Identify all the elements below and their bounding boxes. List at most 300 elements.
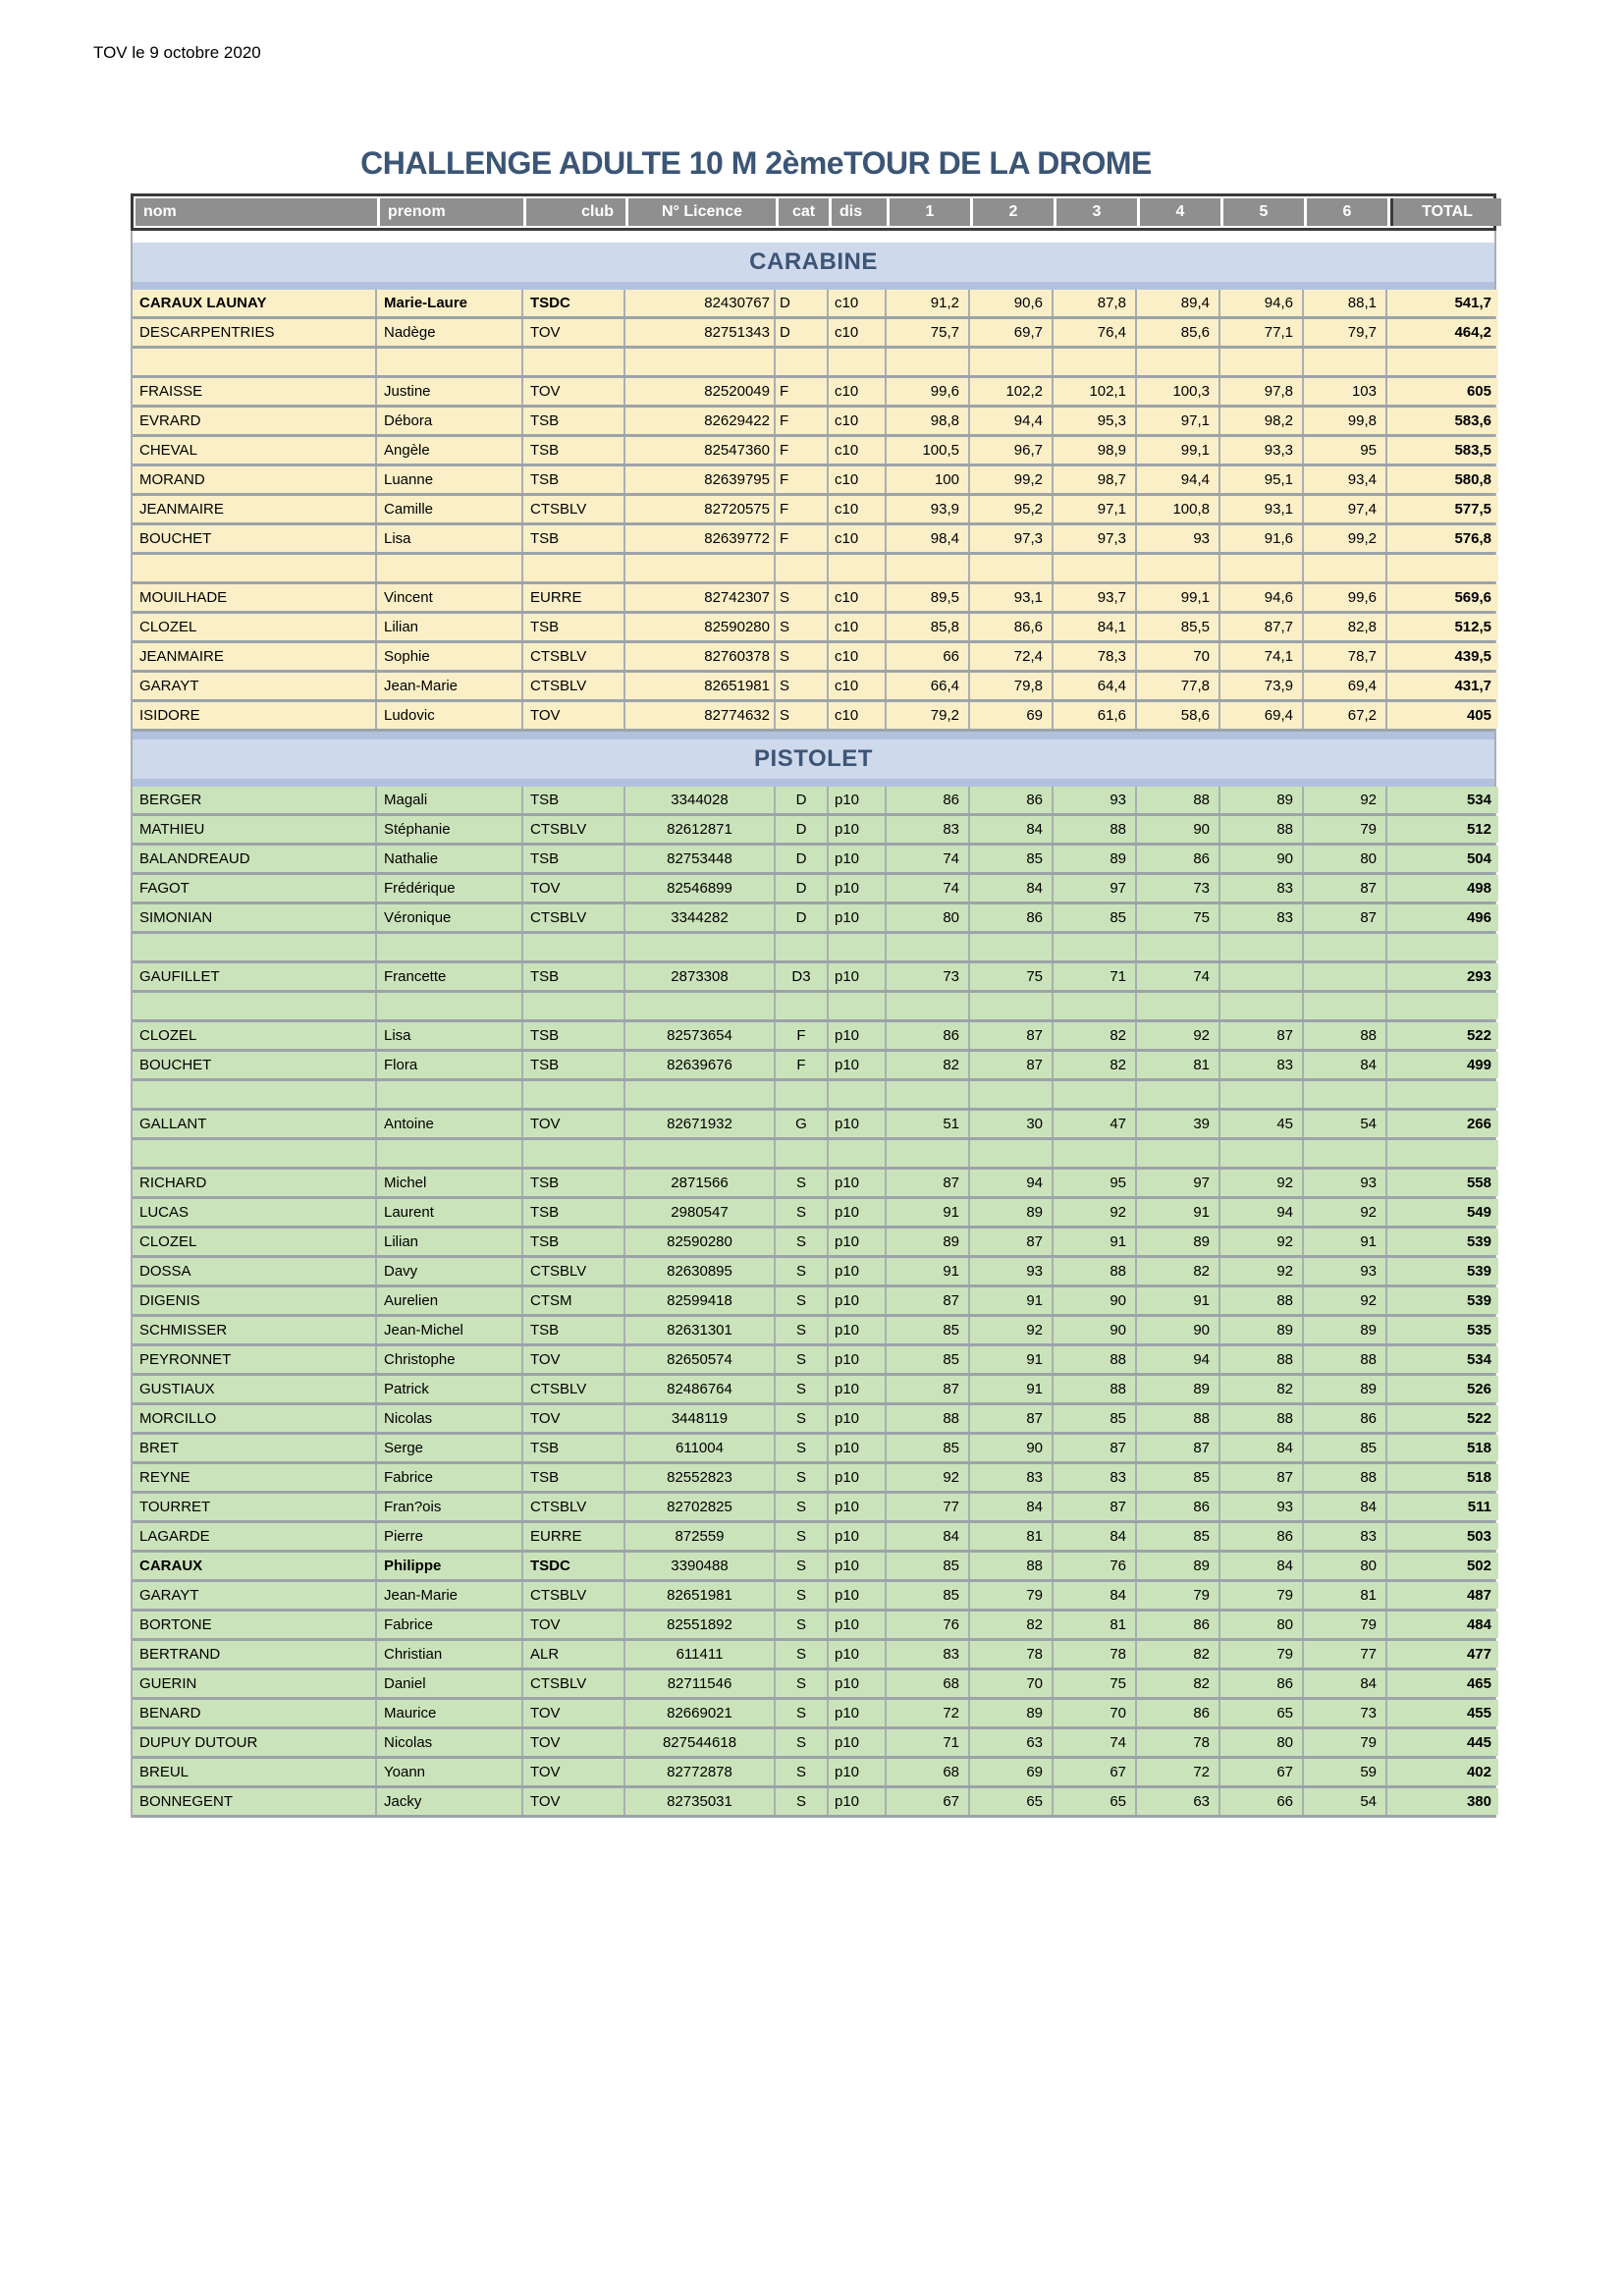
- cell-cat: F: [776, 1022, 829, 1049]
- cell-total: 484: [1387, 1612, 1498, 1638]
- cell-cat: S: [776, 1258, 829, 1285]
- cell-nom: [133, 934, 377, 960]
- cell-s1: 98,8: [887, 408, 970, 434]
- cell-s5: 94: [1220, 1199, 1304, 1226]
- cell-licence: [625, 993, 776, 1019]
- cell-s4: 89: [1137, 1553, 1220, 1579]
- cell-licence: 82751343: [625, 319, 776, 346]
- cell-s4: 89,4: [1137, 290, 1220, 316]
- cell-licence: 82631301: [625, 1317, 776, 1343]
- cell-club: CTSBLV: [523, 1494, 625, 1520]
- cell-s1: 80: [887, 904, 970, 931]
- cell-nom: MATHIEU: [133, 816, 377, 843]
- cell-s1: 86: [887, 787, 970, 813]
- cell-total: 477: [1387, 1641, 1498, 1667]
- table-header-row: [131, 193, 1496, 231]
- cell-s5: 89: [1220, 1317, 1304, 1343]
- cell-s4: [1137, 1081, 1220, 1108]
- cell-s1: 92: [887, 1464, 970, 1491]
- cell-cat: S: [776, 1170, 829, 1196]
- table-row: [133, 1523, 1494, 1553]
- cell-s6: 84: [1304, 1052, 1387, 1078]
- cell-s6: 84: [1304, 1670, 1387, 1697]
- cell-licence: [625, 555, 776, 581]
- cell-dis: [829, 1140, 887, 1167]
- cell-s4: 81: [1137, 1052, 1220, 1078]
- cell-total: 503: [1387, 1523, 1498, 1550]
- cell-s2: 84: [970, 816, 1054, 843]
- cell-s6: 88: [1304, 1464, 1387, 1491]
- cell-licence: 82590280: [625, 1229, 776, 1255]
- cell-s5: 94,6: [1220, 290, 1304, 316]
- cell-s6: 95: [1304, 437, 1387, 464]
- cell-s5: 92: [1220, 1170, 1304, 1196]
- cell-s4: 85,6: [1137, 319, 1220, 346]
- cell-licence: 827544618: [625, 1729, 776, 1756]
- cell-s6: 99,6: [1304, 584, 1387, 611]
- cell-s4: 100,3: [1137, 378, 1220, 405]
- cell-s6: [1304, 963, 1387, 990]
- cell-s1: 75,7: [887, 319, 970, 346]
- table-row: [133, 1052, 1494, 1081]
- cell-s1: [887, 555, 970, 581]
- cell-s2: 79: [970, 1582, 1054, 1609]
- date-note: TOV le 9 octobre 2020: [93, 43, 261, 62]
- table-row: [133, 1464, 1494, 1494]
- cell-cat: [776, 993, 829, 1019]
- column-header-total: TOTAL: [1390, 198, 1501, 226]
- cell-s2: 72,4: [970, 643, 1054, 670]
- cell-nom: BOUCHET: [133, 1052, 377, 1078]
- cell-club: [523, 349, 625, 375]
- cell-prenom: Stéphanie: [377, 816, 523, 843]
- cell-prenom: Magali: [377, 787, 523, 813]
- cell-s4: 82: [1137, 1670, 1220, 1697]
- cell-nom: GARAYT: [133, 1582, 377, 1609]
- cell-s3: 88: [1054, 1376, 1137, 1402]
- cell-dis: p10: [829, 1346, 887, 1373]
- cell-prenom: [377, 934, 523, 960]
- cell-club: CTSBLV: [523, 496, 625, 522]
- cell-s5: 79: [1220, 1582, 1304, 1609]
- cell-s3: [1054, 349, 1137, 375]
- table-row: [133, 290, 1494, 319]
- section-divider: [133, 282, 1494, 290]
- cell-s6: [1304, 349, 1387, 375]
- cell-s5: 84: [1220, 1553, 1304, 1579]
- cell-licence: 611411: [625, 1641, 776, 1667]
- cell-total: 539: [1387, 1229, 1498, 1255]
- table-row-empty: [133, 1081, 1494, 1111]
- cell-s1: 83: [887, 1641, 970, 1667]
- cell-s4: 89: [1137, 1376, 1220, 1402]
- cell-total: [1387, 934, 1498, 960]
- cell-cat: F: [776, 496, 829, 522]
- cell-s3: 97,1: [1054, 496, 1137, 522]
- cell-s6: 93,4: [1304, 466, 1387, 493]
- cell-s4: 88: [1137, 1405, 1220, 1432]
- cell-s1: 98,4: [887, 525, 970, 552]
- cell-s4: 92: [1137, 1022, 1220, 1049]
- cell-s3: 84: [1054, 1582, 1137, 1609]
- cell-total: 431,7: [1387, 673, 1498, 699]
- cell-s4: 94: [1137, 1346, 1220, 1373]
- cell-s6: 99,2: [1304, 525, 1387, 552]
- cell-nom: [133, 555, 377, 581]
- cell-s4: 86: [1137, 1700, 1220, 1726]
- cell-licence: [625, 1140, 776, 1167]
- cell-dis: c10: [829, 290, 887, 316]
- cell-dis: p10: [829, 1229, 887, 1255]
- cell-nom: BERGER: [133, 787, 377, 813]
- cell-cat: F: [776, 1052, 829, 1078]
- cell-club: CTSBLV: [523, 904, 625, 931]
- cell-s2: 69,7: [970, 319, 1054, 346]
- cell-s5: [1220, 934, 1304, 960]
- cell-s6: [1304, 934, 1387, 960]
- cell-total: 526: [1387, 1376, 1498, 1402]
- cell-cat: F: [776, 466, 829, 493]
- cell-s2: 90,6: [970, 290, 1054, 316]
- cell-total: [1387, 1081, 1498, 1108]
- cell-s1: 83: [887, 816, 970, 843]
- cell-s2: 69: [970, 702, 1054, 729]
- cell-prenom: [377, 349, 523, 375]
- cell-s3: 81: [1054, 1612, 1137, 1638]
- cell-nom: GARAYT: [133, 673, 377, 699]
- cell-s2: [970, 349, 1054, 375]
- cell-total: 504: [1387, 846, 1498, 872]
- cell-club: TOV: [523, 875, 625, 902]
- cell-s4: 93: [1137, 525, 1220, 552]
- cell-cat: S: [776, 1759, 829, 1785]
- cell-prenom: Angèle: [377, 437, 523, 464]
- cell-prenom: Flora: [377, 1052, 523, 1078]
- column-header-licence: N° Licence: [628, 198, 779, 226]
- cell-dis: c10: [829, 525, 887, 552]
- cell-s5: 93,1: [1220, 496, 1304, 522]
- cell-s3: 88: [1054, 816, 1137, 843]
- cell-licence: 82720575: [625, 496, 776, 522]
- cell-nom: DUPUY DUTOUR: [133, 1729, 377, 1756]
- cell-s1: 72: [887, 1700, 970, 1726]
- cell-s3: 102,1: [1054, 378, 1137, 405]
- table-row-empty: [133, 349, 1494, 378]
- cell-nom: BONNEGENT: [133, 1788, 377, 1815]
- cell-dis: p10: [829, 963, 887, 990]
- cell-club: CTSBLV: [523, 1582, 625, 1609]
- cell-s1: [887, 934, 970, 960]
- cell-prenom: Daniel: [377, 1670, 523, 1697]
- cell-club: TSB: [523, 787, 625, 813]
- table-row: [133, 1199, 1494, 1229]
- cell-s6: 86: [1304, 1405, 1387, 1432]
- cell-dis: p10: [829, 1759, 887, 1785]
- cell-s5: 87,7: [1220, 614, 1304, 640]
- cell-club: TSB: [523, 963, 625, 990]
- cell-s3: 64,4: [1054, 673, 1137, 699]
- cell-s6: 80: [1304, 1553, 1387, 1579]
- cell-s3: [1054, 934, 1137, 960]
- cell-dis: [829, 934, 887, 960]
- cell-licence: 82669021: [625, 1700, 776, 1726]
- cell-s2: [970, 993, 1054, 1019]
- cell-total: 518: [1387, 1464, 1498, 1491]
- cell-total: 465: [1387, 1670, 1498, 1697]
- cell-nom: BERTRAND: [133, 1641, 377, 1667]
- cell-s6: [1304, 555, 1387, 581]
- cell-s6: 59: [1304, 1759, 1387, 1785]
- cell-s3: 85: [1054, 904, 1137, 931]
- cell-s3: 98,9: [1054, 437, 1137, 464]
- cell-s6: 92: [1304, 1287, 1387, 1314]
- cell-club: TSDC: [523, 290, 625, 316]
- cell-s3: 76: [1054, 1553, 1137, 1579]
- cell-nom: DESCARPENTRIES: [133, 319, 377, 346]
- cell-nom: JEANMAIRE: [133, 496, 377, 522]
- cell-nom: BENARD: [133, 1700, 377, 1726]
- cell-s5: 65: [1220, 1700, 1304, 1726]
- cell-club: TOV: [523, 1612, 625, 1638]
- cell-s1: 85: [887, 1346, 970, 1373]
- cell-s4: 91: [1137, 1287, 1220, 1314]
- cell-dis: p10: [829, 1317, 887, 1343]
- cell-cat: S: [776, 1523, 829, 1550]
- table-row: [133, 378, 1494, 408]
- cell-s4: 70: [1137, 643, 1220, 670]
- cell-s5: 90: [1220, 846, 1304, 872]
- cell-s6: 81: [1304, 1582, 1387, 1609]
- cell-s5: 92: [1220, 1258, 1304, 1285]
- cell-s6: 69,4: [1304, 673, 1387, 699]
- cell-cat: S: [776, 1553, 829, 1579]
- cell-club: TSB: [523, 614, 625, 640]
- cell-nom: BOUCHET: [133, 525, 377, 552]
- cell-s6: 103: [1304, 378, 1387, 405]
- cell-club: TSDC: [523, 1553, 625, 1579]
- cell-prenom: [377, 1081, 523, 1108]
- cell-dis: p10: [829, 904, 887, 931]
- table-row: [133, 408, 1494, 437]
- cell-licence: [625, 1081, 776, 1108]
- cell-s1: 87: [887, 1170, 970, 1196]
- cell-prenom: Aurelien: [377, 1287, 523, 1314]
- cell-dis: [829, 349, 887, 375]
- cell-nom: MORCILLO: [133, 1405, 377, 1432]
- cell-dis: c10: [829, 408, 887, 434]
- cell-s3: [1054, 1140, 1137, 1167]
- cell-cat: D3: [776, 963, 829, 990]
- cell-prenom: Justine: [377, 378, 523, 405]
- cell-prenom: Patrick: [377, 1376, 523, 1402]
- table-row: [133, 904, 1494, 934]
- cell-licence: 82599418: [625, 1287, 776, 1314]
- cell-dis: p10: [829, 1788, 887, 1815]
- cell-cat: F: [776, 378, 829, 405]
- cell-dis: p10: [829, 1612, 887, 1638]
- table-row: [133, 1229, 1494, 1258]
- cell-club: TSB: [523, 1199, 625, 1226]
- cell-s6: 79: [1304, 1729, 1387, 1756]
- cell-s1: 100,5: [887, 437, 970, 464]
- cell-club: TOV: [523, 1729, 625, 1756]
- cell-total: 522: [1387, 1022, 1498, 1049]
- cell-s3: 83: [1054, 1464, 1137, 1491]
- cell-club: TOV: [523, 378, 625, 405]
- cell-licence: 82573654: [625, 1022, 776, 1049]
- cell-s1: 85: [887, 1553, 970, 1579]
- cell-s3: 47: [1054, 1111, 1137, 1137]
- cell-cat: [776, 1081, 829, 1108]
- cell-cat: S: [776, 643, 829, 670]
- cell-s6: 88: [1304, 1346, 1387, 1373]
- cell-prenom: Lilian: [377, 1229, 523, 1255]
- cell-club: TOV: [523, 1346, 625, 1373]
- cell-s3: 87: [1054, 1494, 1137, 1520]
- cell-licence: 82711546: [625, 1670, 776, 1697]
- cell-s6: 89: [1304, 1317, 1387, 1343]
- cell-prenom: Nicolas: [377, 1405, 523, 1432]
- cell-prenom: Frédérique: [377, 875, 523, 902]
- cell-club: TSB: [523, 408, 625, 434]
- table-row: [133, 1759, 1494, 1788]
- table-row: [133, 466, 1494, 496]
- table-row: [133, 1111, 1494, 1140]
- cell-s1: 100: [887, 466, 970, 493]
- cell-club: TSB: [523, 437, 625, 464]
- cell-s1: 85: [887, 1435, 970, 1461]
- cell-nom: JEANMAIRE: [133, 643, 377, 670]
- cell-cat: F: [776, 408, 829, 434]
- cell-nom: LAGARDE: [133, 1523, 377, 1550]
- cell-s6: 80: [1304, 846, 1387, 872]
- cell-dis: c10: [829, 584, 887, 611]
- table-row: [133, 1346, 1494, 1376]
- cell-prenom: Maurice: [377, 1700, 523, 1726]
- cell-s2: [970, 1081, 1054, 1108]
- cell-s4: 82: [1137, 1258, 1220, 1285]
- cell-s1: 85: [887, 1582, 970, 1609]
- cell-s3: 65: [1054, 1788, 1137, 1815]
- cell-dis: p10: [829, 787, 887, 813]
- column-header-s6: 6: [1307, 198, 1390, 226]
- cell-s6: [1304, 1140, 1387, 1167]
- cell-s1: 66: [887, 643, 970, 670]
- table-row: [133, 1494, 1494, 1523]
- cell-s2: 93: [970, 1258, 1054, 1285]
- cell-nom: BRET: [133, 1435, 377, 1461]
- cell-prenom: Vincent: [377, 584, 523, 611]
- cell-prenom: Véronique: [377, 904, 523, 931]
- column-header-cat: cat: [779, 198, 832, 226]
- section-banner-carabine: CARABINE: [133, 243, 1494, 282]
- table-row: [133, 496, 1494, 525]
- cell-s6: 73: [1304, 1700, 1387, 1726]
- cell-licence: 611004: [625, 1435, 776, 1461]
- cell-total: 534: [1387, 1346, 1498, 1373]
- cell-prenom: Davy: [377, 1258, 523, 1285]
- cell-cat: S: [776, 1464, 829, 1491]
- page-title: CHALLENGE ADULTE 10 M 2èmeTOUR DE LA DROME: [360, 145, 1152, 181]
- cell-licence: 82639772: [625, 525, 776, 552]
- cell-club: [523, 1081, 625, 1108]
- cell-s6: 83: [1304, 1523, 1387, 1550]
- cell-s4: 73: [1137, 875, 1220, 902]
- cell-s4: 72: [1137, 1759, 1220, 1785]
- cell-s3: [1054, 1081, 1137, 1108]
- cell-total: 518: [1387, 1435, 1498, 1461]
- cell-licence: 82651981: [625, 673, 776, 699]
- column-header-dis: dis: [832, 198, 890, 226]
- cell-s2: 89: [970, 1700, 1054, 1726]
- cell-s6: 92: [1304, 1199, 1387, 1226]
- table-body: [131, 231, 1496, 1818]
- cell-cat: [776, 555, 829, 581]
- cell-s5: 88: [1220, 1346, 1304, 1373]
- cell-s2: 79,8: [970, 673, 1054, 699]
- cell-s6: 93: [1304, 1170, 1387, 1196]
- cell-s2: 70: [970, 1670, 1054, 1697]
- cell-cat: S: [776, 1229, 829, 1255]
- cell-s3: 92: [1054, 1199, 1137, 1226]
- cell-s2: 86,6: [970, 614, 1054, 640]
- cell-s1: 68: [887, 1759, 970, 1785]
- cell-s2: [970, 555, 1054, 581]
- cell-s1: 68: [887, 1670, 970, 1697]
- table-row: [133, 673, 1494, 702]
- cell-total: 464,2: [1387, 319, 1498, 346]
- cell-cat: S: [776, 673, 829, 699]
- cell-dis: c10: [829, 643, 887, 670]
- cell-club: CTSBLV: [523, 1376, 625, 1402]
- cell-s4: [1137, 993, 1220, 1019]
- table-row: [133, 643, 1494, 673]
- cell-s1: 79,2: [887, 702, 970, 729]
- table-row: [133, 525, 1494, 555]
- cell-total: 293: [1387, 963, 1498, 990]
- cell-s1: 86: [887, 1022, 970, 1049]
- cell-total: 558: [1387, 1170, 1498, 1196]
- cell-prenom: Lilian: [377, 614, 523, 640]
- cell-s2: 75: [970, 963, 1054, 990]
- cell-s4: 58,6: [1137, 702, 1220, 729]
- cell-s1: [887, 349, 970, 375]
- cell-s5: [1220, 963, 1304, 990]
- cell-nom: CARAUX LAUNAY: [133, 290, 377, 316]
- table-row: [133, 1287, 1494, 1317]
- cell-s6: 88,1: [1304, 290, 1387, 316]
- cell-licence: 82639676: [625, 1052, 776, 1078]
- cell-s2: 92: [970, 1317, 1054, 1343]
- cell-s5: 73,9: [1220, 673, 1304, 699]
- table-row: [133, 1641, 1494, 1670]
- cell-nom: LUCAS: [133, 1199, 377, 1226]
- cell-licence: 82753448: [625, 846, 776, 872]
- cell-s5: 86: [1220, 1523, 1304, 1550]
- cell-s1: 76: [887, 1612, 970, 1638]
- cell-club: [523, 934, 625, 960]
- cell-total: 535: [1387, 1317, 1498, 1343]
- cell-s3: 88: [1054, 1346, 1137, 1373]
- cell-club: TOV: [523, 1405, 625, 1432]
- cell-nom: DOSSA: [133, 1258, 377, 1285]
- cell-cat: S: [776, 1612, 829, 1638]
- cell-s2: 63: [970, 1729, 1054, 1756]
- cell-s4: 99,1: [1137, 437, 1220, 464]
- cell-s1: 91: [887, 1258, 970, 1285]
- cell-nom: ISIDORE: [133, 702, 377, 729]
- cell-dis: c10: [829, 496, 887, 522]
